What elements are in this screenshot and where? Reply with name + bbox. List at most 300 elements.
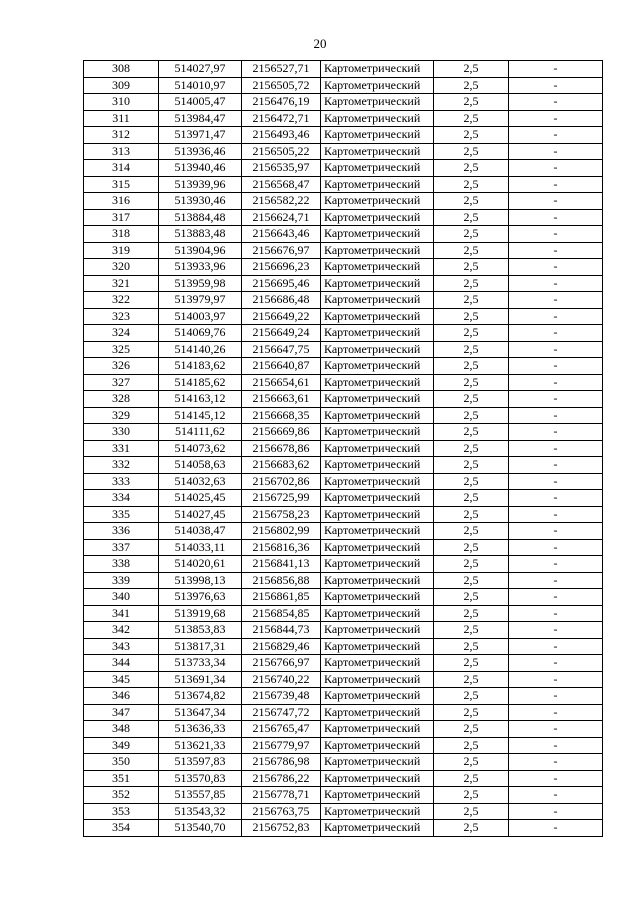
accuracy-cell: 2,5: [434, 143, 509, 160]
accuracy-cell: 2,5: [434, 473, 509, 490]
point-number-cell: 335: [84, 506, 159, 523]
y-coordinate-cell: 2156683,62: [242, 457, 321, 474]
method-cell: Картометрический: [321, 721, 434, 738]
point-number-cell: 345: [84, 671, 159, 688]
x-coordinate-cell: 513733,34: [159, 655, 242, 672]
accuracy-cell: 2,5: [434, 391, 509, 408]
point-number-cell: 343: [84, 638, 159, 655]
accuracy-cell: 2,5: [434, 605, 509, 622]
y-coordinate-cell: 2156747,72: [242, 704, 321, 721]
y-coordinate-cell: 2156654,61: [242, 374, 321, 391]
method-cell: Картометрический: [321, 704, 434, 721]
method-cell: Картометрический: [321, 358, 434, 375]
table-row: [84, 193, 603, 210]
accuracy-cell: 2,5: [434, 820, 509, 837]
accuracy-cell: 2,5: [434, 325, 509, 342]
accuracy-cell: 2,5: [434, 572, 509, 589]
note-cell: -: [509, 325, 603, 342]
x-coordinate-cell: 514020,61: [159, 556, 242, 573]
table-row: [84, 589, 603, 606]
y-coordinate-cell: 2156763,75: [242, 803, 321, 820]
accuracy-cell: 2,5: [434, 622, 509, 639]
point-number-cell: 308: [84, 61, 159, 78]
x-coordinate-cell: 514145,12: [159, 407, 242, 424]
note-cell: -: [509, 259, 603, 276]
note-cell: -: [509, 754, 603, 771]
method-cell: Картометрический: [321, 523, 434, 540]
x-coordinate-cell: 513984,47: [159, 110, 242, 127]
point-number-cell: 340: [84, 589, 159, 606]
x-coordinate-cell: 514163,12: [159, 391, 242, 408]
accuracy-cell: 2,5: [434, 226, 509, 243]
method-cell: Картометрический: [321, 556, 434, 573]
x-coordinate-cell: 513936,46: [159, 143, 242, 160]
method-cell: Картометрический: [321, 407, 434, 424]
y-coordinate-cell: 2156739,48: [242, 688, 321, 705]
accuracy-cell: 2,5: [434, 803, 509, 820]
accuracy-cell: 2,5: [434, 457, 509, 474]
table-row: [84, 424, 603, 441]
y-coordinate-cell: 2156816,36: [242, 539, 321, 556]
point-number-cell: 353: [84, 803, 159, 820]
y-coordinate-cell: 2156686,48: [242, 292, 321, 309]
method-cell: Картометрический: [321, 193, 434, 210]
point-number-cell: 319: [84, 242, 159, 259]
table-row: [84, 77, 603, 94]
table-row: [84, 374, 603, 391]
y-coordinate-cell: 2156695,46: [242, 275, 321, 292]
accuracy-cell: 2,5: [434, 358, 509, 375]
y-coordinate-cell: 2156829,46: [242, 638, 321, 655]
point-number-cell: 351: [84, 770, 159, 787]
point-number-cell: 323: [84, 308, 159, 325]
table-row: [84, 440, 603, 457]
method-cell: Картометрический: [321, 688, 434, 705]
method-cell: Картометрический: [321, 770, 434, 787]
x-coordinate-cell: 513543,32: [159, 803, 242, 820]
note-cell: -: [509, 671, 603, 688]
accuracy-cell: 2,5: [434, 193, 509, 210]
method-cell: Картометрический: [321, 391, 434, 408]
accuracy-cell: 2,5: [434, 341, 509, 358]
note-cell: -: [509, 292, 603, 309]
x-coordinate-cell: 514069,76: [159, 325, 242, 342]
table-row: [84, 523, 603, 540]
point-number-cell: 327: [84, 374, 159, 391]
method-cell: Картометрический: [321, 77, 434, 94]
accuracy-cell: 2,5: [434, 671, 509, 688]
accuracy-cell: 2,5: [434, 490, 509, 507]
method-cell: Картометрический: [321, 341, 434, 358]
table-row: [84, 61, 603, 78]
y-coordinate-cell: 2156493,46: [242, 127, 321, 144]
table-row: [84, 391, 603, 408]
x-coordinate-cell: 514038,47: [159, 523, 242, 540]
x-coordinate-cell: 514027,97: [159, 61, 242, 78]
method-cell: Картометрический: [321, 275, 434, 292]
note-cell: -: [509, 110, 603, 127]
point-number-cell: 329: [84, 407, 159, 424]
note-cell: -: [509, 506, 603, 523]
table-row: [84, 160, 603, 177]
table-row: [84, 787, 603, 804]
method-cell: Картометрический: [321, 209, 434, 226]
x-coordinate-cell: 514005,47: [159, 94, 242, 111]
table-row: [84, 721, 603, 738]
note-cell: -: [509, 61, 603, 78]
point-number-cell: 350: [84, 754, 159, 771]
point-number-cell: 337: [84, 539, 159, 556]
y-coordinate-cell: 2156643,46: [242, 226, 321, 243]
point-number-cell: 348: [84, 721, 159, 738]
note-cell: -: [509, 803, 603, 820]
table-row: [84, 176, 603, 193]
x-coordinate-cell: 513597,83: [159, 754, 242, 771]
method-cell: Картометрический: [321, 787, 434, 804]
point-number-cell: 314: [84, 160, 159, 177]
point-number-cell: 334: [84, 490, 159, 507]
x-coordinate-cell: 513979,97: [159, 292, 242, 309]
note-cell: -: [509, 193, 603, 210]
y-coordinate-cell: 2156582,22: [242, 193, 321, 210]
table-row: [84, 292, 603, 309]
table-row: [84, 94, 603, 111]
note-cell: -: [509, 176, 603, 193]
point-number-cell: 330: [84, 424, 159, 441]
x-coordinate-cell: 513817,31: [159, 638, 242, 655]
point-number-cell: 333: [84, 473, 159, 490]
x-coordinate-cell: 513647,34: [159, 704, 242, 721]
x-coordinate-cell: 513959,98: [159, 275, 242, 292]
note-cell: -: [509, 160, 603, 177]
point-number-cell: 324: [84, 325, 159, 342]
table-row: [84, 770, 603, 787]
accuracy-cell: 2,5: [434, 506, 509, 523]
x-coordinate-cell: 513674,82: [159, 688, 242, 705]
point-number-cell: 346: [84, 688, 159, 705]
x-coordinate-cell: 513976,63: [159, 589, 242, 606]
note-cell: -: [509, 440, 603, 457]
accuracy-cell: 2,5: [434, 440, 509, 457]
table-row: [84, 110, 603, 127]
note-cell: -: [509, 407, 603, 424]
method-cell: Картометрический: [321, 605, 434, 622]
method-cell: Картометрический: [321, 61, 434, 78]
accuracy-cell: 2,5: [434, 787, 509, 804]
y-coordinate-cell: 2156568,47: [242, 176, 321, 193]
y-coordinate-cell: 2156649,22: [242, 308, 321, 325]
y-coordinate-cell: 2156861,85: [242, 589, 321, 606]
y-coordinate-cell: 2156647,75: [242, 341, 321, 358]
table-row: [84, 737, 603, 754]
method-cell: Картометрический: [321, 143, 434, 160]
point-number-cell: 322: [84, 292, 159, 309]
method-cell: Картометрический: [321, 638, 434, 655]
note-cell: -: [509, 341, 603, 358]
y-coordinate-cell: 2156472,71: [242, 110, 321, 127]
accuracy-cell: 2,5: [434, 176, 509, 193]
x-coordinate-cell: 514010,97: [159, 77, 242, 94]
note-cell: -: [509, 209, 603, 226]
point-number-cell: 336: [84, 523, 159, 540]
x-coordinate-cell: 513904,96: [159, 242, 242, 259]
table-row: [84, 127, 603, 144]
x-coordinate-cell: 514027,45: [159, 506, 242, 523]
x-coordinate-cell: 513691,34: [159, 671, 242, 688]
x-coordinate-cell: 514032,63: [159, 473, 242, 490]
table-row: [84, 457, 603, 474]
accuracy-cell: 2,5: [434, 704, 509, 721]
table-row: [84, 143, 603, 160]
note-cell: -: [509, 605, 603, 622]
method-cell: Картометрический: [321, 160, 434, 177]
method-cell: Картометрический: [321, 127, 434, 144]
y-coordinate-cell: 2156802,99: [242, 523, 321, 540]
note-cell: -: [509, 374, 603, 391]
table-row: [84, 688, 603, 705]
method-cell: Картометрический: [321, 440, 434, 457]
y-coordinate-cell: 2156476,19: [242, 94, 321, 111]
method-cell: Картометрический: [321, 737, 434, 754]
point-number-cell: 318: [84, 226, 159, 243]
x-coordinate-cell: 513540,70: [159, 820, 242, 837]
x-coordinate-cell: 514185,62: [159, 374, 242, 391]
note-cell: -: [509, 490, 603, 507]
x-coordinate-cell: 514140,26: [159, 341, 242, 358]
x-coordinate-cell: 514003,97: [159, 308, 242, 325]
method-cell: Картометрический: [321, 226, 434, 243]
note-cell: -: [509, 275, 603, 292]
y-coordinate-cell: 2156696,23: [242, 259, 321, 276]
method-cell: Картометрический: [321, 325, 434, 342]
accuracy-cell: 2,5: [434, 308, 509, 325]
coordinates-table-body: [84, 61, 603, 837]
point-number-cell: 352: [84, 787, 159, 804]
method-cell: Картометрический: [321, 457, 434, 474]
accuracy-cell: 2,5: [434, 688, 509, 705]
y-coordinate-cell: 2156649,24: [242, 325, 321, 342]
y-coordinate-cell: 2156527,71: [242, 61, 321, 78]
note-cell: -: [509, 787, 603, 804]
note-cell: -: [509, 94, 603, 111]
y-coordinate-cell: 2156740,22: [242, 671, 321, 688]
method-cell: Картометрический: [321, 539, 434, 556]
table-row: [84, 407, 603, 424]
method-cell: Картометрический: [321, 490, 434, 507]
accuracy-cell: 2,5: [434, 556, 509, 573]
accuracy-cell: 2,5: [434, 94, 509, 111]
note-cell: -: [509, 143, 603, 160]
y-coordinate-cell: 2156678,86: [242, 440, 321, 457]
coordinates-table: [83, 60, 603, 837]
y-coordinate-cell: 2156841,13: [242, 556, 321, 573]
y-coordinate-cell: 2156668,35: [242, 407, 321, 424]
method-cell: Картометрический: [321, 589, 434, 606]
table-row: [84, 308, 603, 325]
method-cell: Картометрический: [321, 292, 434, 309]
point-number-cell: 349: [84, 737, 159, 754]
note-cell: -: [509, 226, 603, 243]
method-cell: Картометрический: [321, 820, 434, 837]
x-coordinate-cell: 513570,83: [159, 770, 242, 787]
y-coordinate-cell: 2156505,22: [242, 143, 321, 160]
note-cell: -: [509, 358, 603, 375]
table-row: [84, 275, 603, 292]
accuracy-cell: 2,5: [434, 77, 509, 94]
point-number-cell: 341: [84, 605, 159, 622]
method-cell: Картометрический: [321, 803, 434, 820]
y-coordinate-cell: 2156535,97: [242, 160, 321, 177]
note-cell: -: [509, 688, 603, 705]
accuracy-cell: 2,5: [434, 160, 509, 177]
table-row: [84, 259, 603, 276]
page-number: 20: [313, 36, 327, 51]
x-coordinate-cell: 513998,13: [159, 572, 242, 589]
y-coordinate-cell: 2156663,61: [242, 391, 321, 408]
method-cell: Картометрический: [321, 671, 434, 688]
accuracy-cell: 2,5: [434, 523, 509, 540]
point-number-cell: 310: [84, 94, 159, 111]
point-number-cell: 326: [84, 358, 159, 375]
table-row: [84, 556, 603, 573]
table-row: [84, 325, 603, 342]
table-row: [84, 490, 603, 507]
point-number-cell: 312: [84, 127, 159, 144]
accuracy-cell: 2,5: [434, 638, 509, 655]
y-coordinate-cell: 2156725,99: [242, 490, 321, 507]
table-row: [84, 820, 603, 837]
x-coordinate-cell: 513557,85: [159, 787, 242, 804]
point-number-cell: 342: [84, 622, 159, 639]
accuracy-cell: 2,5: [434, 424, 509, 441]
point-number-cell: 320: [84, 259, 159, 276]
table-row: [84, 754, 603, 771]
table-row: [84, 622, 603, 639]
note-cell: -: [509, 473, 603, 490]
y-coordinate-cell: 2156505,72: [242, 77, 321, 94]
method-cell: Картометрический: [321, 424, 434, 441]
x-coordinate-cell: 513939,96: [159, 176, 242, 193]
table-row: [84, 671, 603, 688]
x-coordinate-cell: 513883,48: [159, 226, 242, 243]
note-cell: -: [509, 127, 603, 144]
y-coordinate-cell: 2156676,97: [242, 242, 321, 259]
x-coordinate-cell: 514033,11: [159, 539, 242, 556]
point-number-cell: 309: [84, 77, 159, 94]
note-cell: -: [509, 77, 603, 94]
accuracy-cell: 2,5: [434, 259, 509, 276]
y-coordinate-cell: 2156779,97: [242, 737, 321, 754]
table-row: [84, 539, 603, 556]
note-cell: -: [509, 721, 603, 738]
accuracy-cell: 2,5: [434, 275, 509, 292]
x-coordinate-cell: 513919,68: [159, 605, 242, 622]
point-number-cell: 311: [84, 110, 159, 127]
y-coordinate-cell: 2156844,73: [242, 622, 321, 639]
method-cell: Картометрический: [321, 308, 434, 325]
y-coordinate-cell: 2156640,87: [242, 358, 321, 375]
accuracy-cell: 2,5: [434, 539, 509, 556]
accuracy-cell: 2,5: [434, 374, 509, 391]
method-cell: Картометрический: [321, 110, 434, 127]
note-cell: -: [509, 704, 603, 721]
method-cell: Картометрический: [321, 572, 434, 589]
point-number-cell: 338: [84, 556, 159, 573]
table-row: [84, 341, 603, 358]
table-row: [84, 655, 603, 672]
y-coordinate-cell: 2156765,47: [242, 721, 321, 738]
table-row: [84, 209, 603, 226]
note-cell: -: [509, 572, 603, 589]
note-cell: -: [509, 556, 603, 573]
y-coordinate-cell: 2156752,83: [242, 820, 321, 837]
note-cell: -: [509, 638, 603, 655]
x-coordinate-cell: 514111,62: [159, 424, 242, 441]
note-cell: -: [509, 737, 603, 754]
accuracy-cell: 2,5: [434, 209, 509, 226]
method-cell: Картометрический: [321, 259, 434, 276]
table-row: [84, 358, 603, 375]
accuracy-cell: 2,5: [434, 754, 509, 771]
note-cell: -: [509, 655, 603, 672]
point-number-cell: 339: [84, 572, 159, 589]
table-row: [84, 638, 603, 655]
point-number-cell: 332: [84, 457, 159, 474]
y-coordinate-cell: 2156786,98: [242, 754, 321, 771]
accuracy-cell: 2,5: [434, 61, 509, 78]
x-coordinate-cell: 513933,96: [159, 259, 242, 276]
y-coordinate-cell: 2156758,23: [242, 506, 321, 523]
point-number-cell: 354: [84, 820, 159, 837]
note-cell: -: [509, 589, 603, 606]
table-row: [84, 226, 603, 243]
x-coordinate-cell: 513853,83: [159, 622, 242, 639]
method-cell: Картометрический: [321, 176, 434, 193]
point-number-cell: 315: [84, 176, 159, 193]
point-number-cell: 347: [84, 704, 159, 721]
table-row: [84, 803, 603, 820]
point-number-cell: 316: [84, 193, 159, 210]
y-coordinate-cell: 2156786,22: [242, 770, 321, 787]
note-cell: -: [509, 424, 603, 441]
method-cell: Картометрический: [321, 94, 434, 111]
y-coordinate-cell: 2156766,97: [242, 655, 321, 672]
x-coordinate-cell: 514025,45: [159, 490, 242, 507]
x-coordinate-cell: 513621,33: [159, 737, 242, 754]
y-coordinate-cell: 2156854,85: [242, 605, 321, 622]
accuracy-cell: 2,5: [434, 292, 509, 309]
table-row: [84, 572, 603, 589]
point-number-cell: 313: [84, 143, 159, 160]
x-coordinate-cell: 513971,47: [159, 127, 242, 144]
point-number-cell: 325: [84, 341, 159, 358]
note-cell: -: [509, 242, 603, 259]
accuracy-cell: 2,5: [434, 721, 509, 738]
x-coordinate-cell: 513930,46: [159, 193, 242, 210]
method-cell: Картометрический: [321, 655, 434, 672]
note-cell: -: [509, 539, 603, 556]
accuracy-cell: 2,5: [434, 242, 509, 259]
x-coordinate-cell: 513884,48: [159, 209, 242, 226]
x-coordinate-cell: 514183,62: [159, 358, 242, 375]
method-cell: Картометрический: [321, 374, 434, 391]
note-cell: -: [509, 523, 603, 540]
method-cell: Картометрический: [321, 473, 434, 490]
accuracy-cell: 2,5: [434, 655, 509, 672]
point-number-cell: 331: [84, 440, 159, 457]
accuracy-cell: 2,5: [434, 770, 509, 787]
note-cell: -: [509, 308, 603, 325]
